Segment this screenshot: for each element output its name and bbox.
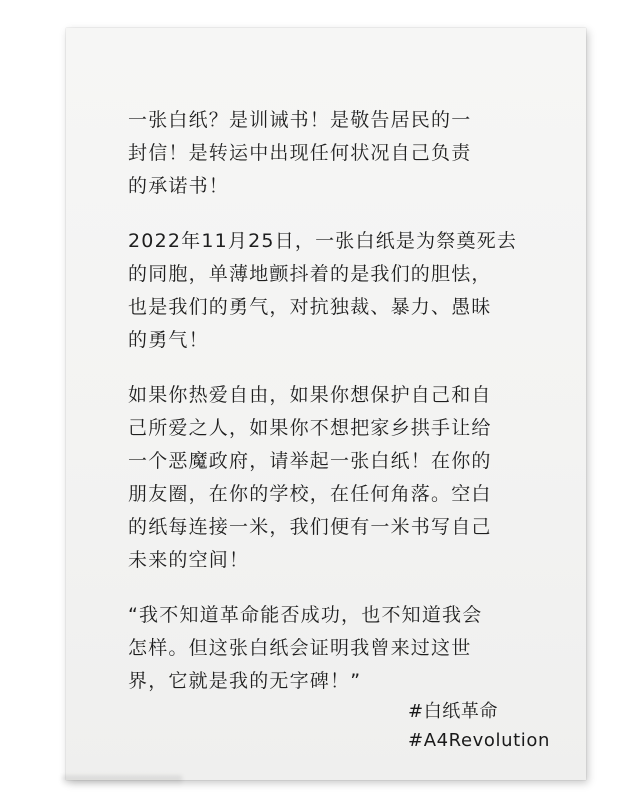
hashtag-white-paper-revolution: #白纸革命 [408, 701, 499, 722]
letter-body [128, 104, 518, 720]
text-line: 未来的空间！ [128, 549, 250, 571]
text-line: 封信！是转运中出现任何状况自己负责 [128, 142, 472, 164]
hashtag-block [408, 697, 550, 755]
paragraph-4-quote [128, 599, 508, 698]
text-line: 的勇气！ [128, 329, 209, 351]
text-line: 2022年11月25日，一张白纸是为祭奠死去 [128, 230, 518, 252]
text-line: 也是我们的勇气，对抗独裁、暴力、愚昧 [128, 296, 492, 318]
text-line: 怎样。但这张白纸会证明我曾来过这世 [128, 637, 472, 659]
paragraph-3 [128, 379, 508, 577]
paragraph-2 [128, 225, 518, 357]
text-line: 的同胞，单薄地颤抖着的是我们的胆怯， [128, 263, 492, 285]
text-line: 如果你热爱自由，如果你想保护自己和自 [128, 384, 492, 406]
text-line: 一张白纸？是训诫书！是敬告居民的一 [128, 109, 472, 131]
hashtag-a4revolution: #A4Revolution [408, 730, 550, 751]
text-line: 的纸每连接一米，我们便有一米书写自己 [128, 516, 492, 538]
text-line: 己所爱之人，如果你不想把家乡拱手让给 [128, 417, 492, 439]
paragraph-1 [128, 104, 508, 203]
text-line: 朋友圈，在你的学校，在任何角落。空白 [128, 483, 492, 505]
text-line: 界，它就是我的无字碑！” [128, 670, 362, 692]
text-line: “我不知道革命能否成功，也不知道我会 [128, 604, 483, 626]
text-line: 的承诺书！ [128, 175, 230, 197]
text-line: 一个恶魔政府，请举起一张白纸！在你的 [128, 450, 492, 472]
paper-sheet [66, 28, 586, 780]
